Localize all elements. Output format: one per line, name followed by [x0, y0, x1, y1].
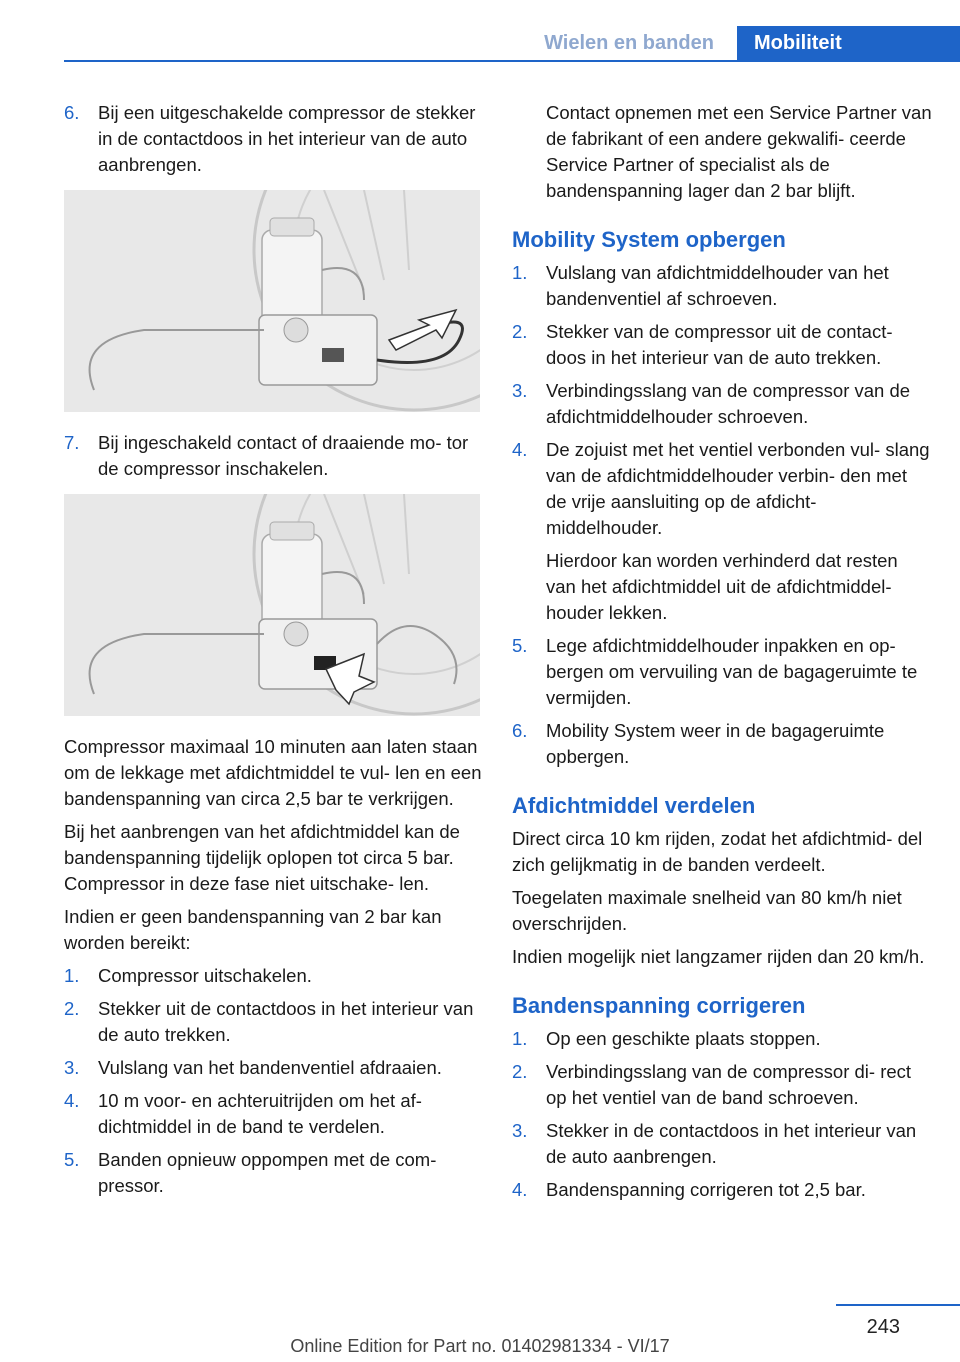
- list-text: Op een geschikte plaats stoppen.: [546, 1028, 821, 1049]
- list-item: [64, 1055, 482, 1081]
- list-number: 6.: [512, 720, 528, 741]
- list-item: [64, 100, 482, 178]
- pressure-list: [64, 963, 482, 1199]
- footer-rule: [836, 1304, 960, 1306]
- section-tab: Wielen en banden: [544, 32, 714, 54]
- compressor-switch-illustration: [64, 494, 480, 716]
- list-text: Mobility System weer in de bagageruimte opbergen.: [546, 720, 885, 767]
- list-item: [64, 1088, 482, 1140]
- list-number: 2.: [64, 998, 80, 1019]
- paragraph: Indien er geen bandenspanning van 2 bar kan worden bereikt:: [64, 906, 442, 953]
- list-number: 2.: [512, 1061, 528, 1082]
- list-item: [512, 260, 932, 312]
- list-text: De zojuist met het ventiel verbonden vul‐ slang van de afdichtmiddelhouder verbin‐ den met de vrije aansluiting op de afdicht‐ middelhouder.: [546, 439, 930, 538]
- list-item: [512, 1059, 932, 1111]
- compressor-plug-illustration: [64, 190, 480, 412]
- page-number: 243: [866, 1316, 900, 1338]
- list-text: Verbindingsslang van de compressor di‐ rect op het ventiel van de band schroeven.: [546, 1061, 912, 1108]
- list-text: Vulslang van het bandenventiel afdraaien.: [98, 1057, 442, 1078]
- list-text: Bij een uitgeschakelde compressor de stekker in de contactdoos in het interieur van de auto aanbrengen.: [98, 102, 476, 175]
- left-column: [64, 100, 482, 1206]
- list-number: 1.: [512, 262, 528, 283]
- list-item: [512, 633, 932, 711]
- list-item: [64, 963, 482, 989]
- list-text: Banden opnieuw oppompen met de com‐ pressor.: [98, 1149, 437, 1196]
- storage-list: [512, 260, 932, 770]
- list-text: Bij ingeschakeld contact of draaiende mo‐ tor de compressor inschakelen.: [98, 432, 469, 479]
- page-header: [0, 0, 960, 62]
- list-text: Bandenspanning corrigeren tot 2,5 bar.: [546, 1179, 866, 1200]
- correction-list: [512, 1026, 932, 1203]
- list-number: 5.: [512, 635, 528, 656]
- paragraph: Compressor maximaal 10 minuten aan laten staan om de lekkage met afdichtmiddel te vul‐ len en een bandenspanning van circa 2,5 bar te verkrijgen.: [64, 736, 482, 809]
- list-item: [512, 378, 932, 430]
- list-text: Compressor uitschakelen.: [98, 965, 312, 986]
- list-number: 1.: [512, 1028, 528, 1049]
- list-item: [512, 1026, 932, 1052]
- list-note: Hierdoor kan worden verhinderd dat resten van het afdichtmiddel uit de afdichtmiddel‐ houder lekken.: [546, 550, 898, 623]
- list-text: Lege afdichtmiddelhouder inpakken en op‐ bergen om vervuiling van de bagageruimte te vermijden.: [546, 635, 918, 708]
- list-text: Vulslang van afdichtmiddelhouder van het bandenventiel af schroeven.: [546, 262, 889, 309]
- paragraph: Direct circa 10 km rijden, zodat het afdichtmid‐ del zich gelijkmatig in de banden verdeelt.: [512, 828, 923, 875]
- list-item: [64, 430, 482, 482]
- list-text: Stekker uit de contactdoos in het interieur van de auto trekken.: [98, 998, 474, 1045]
- paragraph: Contact opnemen met een Service Partner van de fabrikant of een andere gekwalifi‐ ceerde Service Partner of specialist als de bandenspanning lager dan 2 bar blijft.: [546, 102, 932, 201]
- list-item: [512, 319, 932, 371]
- section-heading: Bandenspanning corrigeren: [512, 993, 806, 1018]
- list-text: 10 m voor- en achteruitrijden om het af‐ dichtmiddel in de band te verdelen.: [98, 1090, 422, 1137]
- list-number: 3.: [512, 380, 528, 401]
- section-heading: Afdichtmiddel verdelen: [512, 793, 756, 818]
- list-item: [512, 718, 932, 770]
- list-item: [512, 1118, 932, 1170]
- right-column: [512, 100, 932, 1210]
- chapter-tab: Mobiliteit: [737, 26, 960, 60]
- section-heading: Mobility System opbergen: [512, 227, 786, 252]
- list-text: Stekker van de compressor uit de contact‐ doos in het interieur van de auto trekken.: [546, 321, 893, 368]
- list-item: [64, 996, 482, 1048]
- header-rule: [64, 60, 960, 62]
- paragraph: Toegelaten maximale snelheid van 80 km/h niet overschrijden.: [512, 887, 902, 934]
- paragraph: Indien mogelijk niet langzamer rijden dan 20 km/h.: [512, 946, 925, 967]
- list-number: 4.: [512, 1179, 528, 1200]
- list-item: [512, 437, 932, 541]
- list-number: 5.: [64, 1149, 80, 1170]
- list-number: 7.: [64, 432, 80, 453]
- list-text: Verbindingsslang van de compressor van de afdichtmiddelhouder schroeven.: [546, 380, 911, 427]
- list-item: [64, 1147, 482, 1199]
- list-number: 4.: [64, 1090, 80, 1111]
- list-number: 6.: [64, 102, 80, 123]
- paragraph: Bij het aanbrengen van het afdichtmiddel kan de bandenspanning tijdelijk oplopen tot circa 5 bar. Compressor in deze fase niet uitschake‐ len.: [64, 821, 460, 894]
- list-number: 3.: [64, 1057, 80, 1078]
- list-number: 1.: [64, 965, 80, 986]
- edition-footer: Online Edition for Part no. 01402981334 - VI/17: [290, 1336, 670, 1356]
- list-number: 2.: [512, 321, 528, 342]
- list-number: 4.: [512, 439, 528, 460]
- list-text: Stekker in de contactdoos in het interieur van de auto aanbrengen.: [546, 1120, 917, 1167]
- list-number: 3.: [512, 1120, 528, 1141]
- list-item: [512, 1177, 932, 1203]
